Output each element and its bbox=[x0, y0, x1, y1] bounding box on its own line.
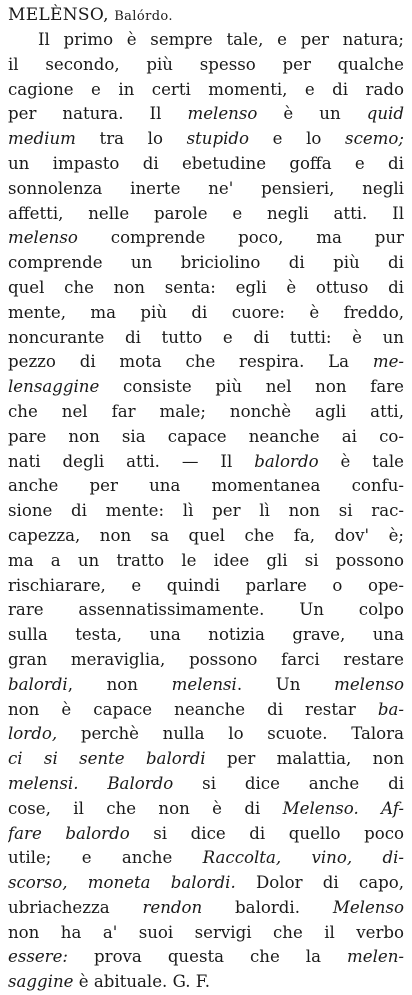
text-line bbox=[8, 921, 404, 946]
text-line bbox=[8, 276, 404, 301]
italic-term: lensaggine bbox=[8, 377, 100, 397]
text-segment: noncurante di tutto e di tutti: è un bbox=[8, 327, 404, 347]
text-segment: sonnolenza inerte ne' pensieri, negli bbox=[8, 178, 404, 198]
italic-term: quid bbox=[366, 104, 404, 124]
text-line bbox=[8, 226, 404, 251]
text-line bbox=[8, 747, 404, 772]
text-segment: perchè nulla lo scuote. Talora bbox=[57, 724, 404, 744]
italic-term: rendon bbox=[142, 897, 203, 917]
text-line bbox=[8, 127, 404, 152]
text-segment: il secondo, più spesso per qualche bbox=[8, 54, 404, 74]
text-line bbox=[8, 450, 404, 475]
text-segment: rischiarare, e quindi parlare o ope- bbox=[8, 575, 404, 595]
text-segment: prova questa che la bbox=[68, 947, 348, 967]
text-line bbox=[8, 549, 404, 574]
text-segment: rare assennatissimamente. Un colpo bbox=[8, 600, 404, 620]
text-segment: tra lo bbox=[75, 129, 187, 149]
italic-term: melen- bbox=[347, 947, 404, 967]
italic-term: saggine bbox=[8, 972, 74, 992]
text-line bbox=[8, 574, 404, 599]
text-segment: comprende poco, ma pur bbox=[77, 228, 404, 248]
italic-term: me- bbox=[372, 352, 404, 372]
text-segment: Il primo è sempre tale, e per natura; bbox=[38, 30, 404, 49]
text-line bbox=[8, 673, 404, 698]
text-line bbox=[8, 722, 404, 747]
text-segment: pare non sia capace neanche ai co- bbox=[8, 426, 404, 446]
text-segment: . Un bbox=[236, 674, 335, 694]
text-line bbox=[8, 945, 404, 970]
entry-paragraph bbox=[8, 28, 404, 995]
italic-term: stupido bbox=[186, 129, 250, 149]
italic-term: Melenso bbox=[332, 897, 404, 917]
text-line bbox=[8, 896, 404, 921]
italic-term: ci si sente balordi bbox=[8, 749, 206, 769]
text-segment: ubriachezza bbox=[8, 897, 143, 917]
text-line bbox=[8, 251, 404, 276]
text-line bbox=[8, 53, 404, 78]
text-line bbox=[8, 524, 404, 549]
text-segment: gran meraviglia, possono farci restare bbox=[8, 649, 404, 669]
text-segment: sulla testa, una notizia grave, una bbox=[8, 625, 404, 645]
text-line bbox=[8, 326, 404, 351]
text-segment: non è capace neanche di restar bbox=[8, 699, 378, 719]
text-line bbox=[8, 152, 404, 177]
italic-term: essere: bbox=[8, 947, 69, 967]
text-segment: anche per una momentanea confu- bbox=[8, 476, 404, 496]
text-segment: per malattia, non bbox=[205, 749, 404, 769]
text-line bbox=[8, 350, 404, 375]
text-line bbox=[8, 28, 404, 53]
text-segment: non ha a' suoi servigi che il verbo bbox=[8, 922, 404, 942]
text-line bbox=[8, 648, 404, 673]
italic-term: balordi bbox=[8, 674, 68, 694]
text-segment: nati degli atti. — Il bbox=[8, 451, 255, 471]
italic-term: Melenso. Af- bbox=[282, 798, 404, 818]
entry-headword: MELÈNSO, bbox=[8, 5, 109, 25]
italic-term: Balordo bbox=[107, 773, 174, 793]
text-segment: , non bbox=[67, 674, 172, 694]
text-segment: quel che non senta: egli è ottuso di bbox=[8, 277, 404, 297]
italic-term: fare balordo bbox=[8, 823, 130, 843]
text-segment: e lo bbox=[249, 129, 346, 149]
text-line bbox=[8, 400, 404, 425]
text-segment: che nel far male; nonchè agli atti, bbox=[8, 401, 404, 421]
italic-term: melensi bbox=[171, 674, 237, 694]
text-segment: mente, ma più di cuore: è freddo, bbox=[8, 302, 404, 322]
italic-term: melenso bbox=[334, 674, 404, 694]
text-segment: cose, il che non è di bbox=[8, 798, 283, 818]
text-segment: capezza, non sa quel che fa, dov' è; bbox=[8, 525, 404, 545]
text-segment: è un bbox=[257, 104, 367, 124]
text-line bbox=[8, 102, 404, 127]
text-segment bbox=[78, 774, 107, 793]
italic-term: lordo, bbox=[8, 724, 58, 744]
text-line bbox=[8, 177, 404, 202]
text-segment: si dice anche di bbox=[173, 773, 404, 793]
text-segment: Dolor di capo, bbox=[235, 873, 404, 893]
text-line bbox=[8, 499, 404, 524]
text-line bbox=[8, 846, 404, 871]
text-segment: affetti, nelle parole e negli atti. Il bbox=[8, 203, 404, 223]
text-segment: comprende un briciolino di più di bbox=[8, 253, 404, 273]
text-segment: per natura. Il bbox=[8, 104, 188, 124]
text-segment: si dice di quello poco bbox=[129, 823, 404, 843]
entry-synonym: Balórdo. bbox=[114, 9, 173, 24]
text-segment: consiste più nel non fare bbox=[99, 377, 404, 397]
text-line bbox=[8, 797, 404, 822]
text-segment: utile; e anche bbox=[8, 848, 203, 868]
italic-term: medium bbox=[8, 129, 76, 149]
text-line bbox=[8, 970, 404, 995]
text-line bbox=[8, 871, 404, 896]
text-segment: sione di mente: lì per lì non si rac- bbox=[8, 501, 404, 521]
text-line bbox=[8, 78, 404, 103]
text-segment: cagione e in certi momenti, e di rado bbox=[8, 79, 404, 99]
text-segment: è tale bbox=[318, 451, 404, 471]
text-line bbox=[8, 772, 404, 797]
text-line bbox=[8, 202, 404, 227]
text-segment: balordi. bbox=[202, 897, 333, 917]
text-line bbox=[8, 698, 404, 723]
text-line bbox=[8, 425, 404, 450]
italic-term: melensi. bbox=[8, 773, 79, 793]
entry-heading bbox=[8, 2, 173, 30]
italic-term: melenso bbox=[8, 228, 78, 248]
text-segment: pezzo di mota che respira. La bbox=[8, 352, 373, 372]
italic-term: scorso, moneta balordi. bbox=[8, 873, 236, 893]
text-line bbox=[8, 623, 404, 648]
text-segment: è abituale. G. F. bbox=[73, 972, 211, 992]
text-line bbox=[8, 474, 404, 499]
text-line bbox=[8, 301, 404, 326]
text-line bbox=[8, 822, 404, 847]
text-line bbox=[8, 598, 404, 623]
italic-term: balordo bbox=[254, 451, 319, 471]
text-segment: ma a un tratto le idee gli si possono bbox=[8, 550, 404, 570]
italic-term: Raccolta, vino, di- bbox=[202, 848, 404, 868]
text-line bbox=[8, 375, 404, 400]
italic-term: scemo; bbox=[345, 129, 404, 149]
text-segment: un impasto di ebetudine goffa e di bbox=[8, 153, 404, 173]
italic-term: ba- bbox=[377, 699, 404, 719]
italic-term: melenso bbox=[187, 104, 258, 124]
